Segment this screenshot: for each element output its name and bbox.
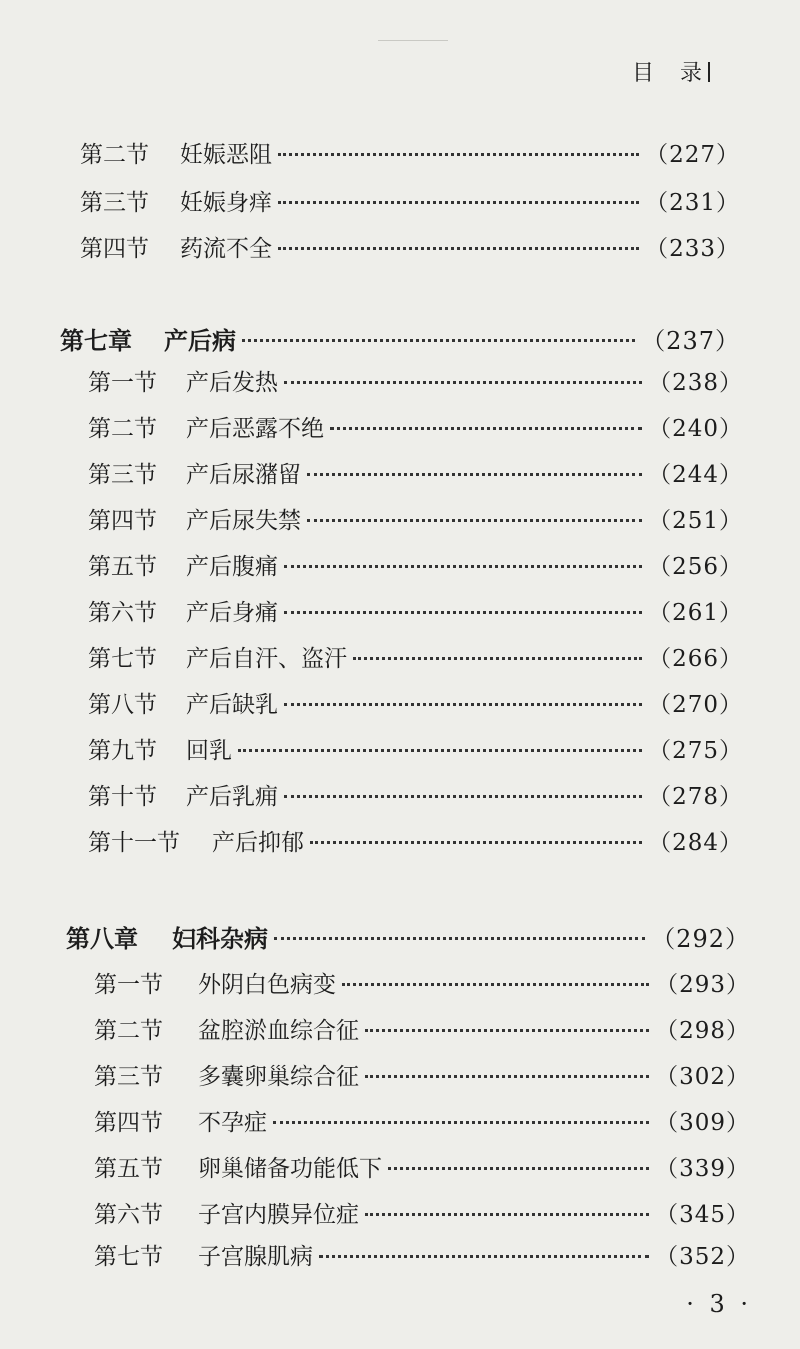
toc-entry[interactable] xyxy=(94,1146,750,1186)
toc-chapter[interactable] xyxy=(66,916,750,956)
chapter-title: 产后病 xyxy=(164,325,236,355)
leader-dots xyxy=(273,1121,649,1124)
toc-entry[interactable] xyxy=(94,1234,750,1274)
entry-number: 第二节 xyxy=(94,1017,163,1044)
toc-entry[interactable] xyxy=(88,682,743,722)
entry-number: 第七节 xyxy=(94,1243,163,1270)
entry-page: （231） xyxy=(645,189,740,216)
entry-page: （284） xyxy=(648,829,743,856)
leader-dots xyxy=(284,565,642,568)
entry-number: 第三节 xyxy=(80,189,149,216)
chapter-title: 妇科杂病 xyxy=(172,923,268,953)
entry-title: 不孕症 xyxy=(198,1109,267,1136)
toc-entry[interactable] xyxy=(88,360,743,400)
leader-dots xyxy=(307,473,642,476)
leader-dots xyxy=(388,1167,649,1170)
entry-number: 第六节 xyxy=(88,599,157,626)
entry-number: 第一节 xyxy=(94,971,163,998)
entry-number: 第十节 xyxy=(88,783,157,810)
entry-number: 第四节 xyxy=(80,235,149,262)
leader-dots xyxy=(238,749,642,752)
leader-dots xyxy=(365,1213,649,1216)
entry-title: 产后身痛 xyxy=(186,599,278,626)
entry-title: 产后抑郁 xyxy=(212,829,304,856)
leader-dots xyxy=(284,611,642,614)
toc-entry[interactable] xyxy=(94,1008,750,1048)
entry-page: （270） xyxy=(648,691,743,718)
entry-page: （352） xyxy=(655,1243,750,1270)
entry-number: 第二节 xyxy=(88,415,157,442)
top-rule xyxy=(378,40,448,41)
entry-page: （339） xyxy=(655,1155,750,1182)
entry-title: 妊娠身痒 xyxy=(180,189,272,216)
entry-page: （298） xyxy=(655,1017,750,1044)
entry-page: （251） xyxy=(648,507,743,534)
entry-title: 产后缺乳 xyxy=(186,691,278,718)
leader-dots xyxy=(310,841,642,844)
toc-entry[interactable] xyxy=(94,1192,750,1232)
leader-dots xyxy=(284,795,642,798)
entry-title: 产后腹痛 xyxy=(186,553,278,580)
chapter-number: 第八章 xyxy=(66,923,138,953)
entry-page: （293） xyxy=(655,971,750,998)
entry-page: （238） xyxy=(648,369,743,396)
entry-page: （302） xyxy=(655,1063,750,1090)
toc-entry[interactable] xyxy=(88,820,743,860)
entry-title: 妊娠恶阻 xyxy=(180,141,272,168)
entry-number: 第五节 xyxy=(88,553,157,580)
header-text: 目 录 xyxy=(631,61,704,86)
toc-entry[interactable] xyxy=(88,636,743,676)
leader-dots xyxy=(274,937,645,940)
toc-chapter[interactable] xyxy=(60,318,740,358)
entry-title: 子宫腺肌病 xyxy=(198,1243,313,1270)
entry-title: 子宫内膜异位症 xyxy=(198,1201,359,1228)
toc-entry[interactable] xyxy=(80,132,740,172)
running-header xyxy=(632,56,710,87)
leader-dots xyxy=(365,1029,649,1032)
toc-entry[interactable] xyxy=(88,498,743,538)
leader-dots xyxy=(278,247,639,250)
entry-number: 第三节 xyxy=(88,461,157,488)
leader-dots xyxy=(242,339,635,342)
entry-number: 第三节 xyxy=(94,1063,163,1090)
entry-number: 第十一节 xyxy=(88,829,180,856)
chapter-page: （237） xyxy=(641,326,740,355)
entry-title: 产后自汗、盗汗 xyxy=(186,645,347,672)
page-number: · 3 · xyxy=(686,1290,752,1318)
entry-title: 药流不全 xyxy=(180,235,272,262)
entry-title: 产后尿失禁 xyxy=(186,507,301,534)
entry-title: 盆腔淤血综合征 xyxy=(198,1017,359,1044)
entry-page: （266） xyxy=(648,645,743,672)
toc-entry[interactable] xyxy=(94,962,750,1002)
entry-number: 第五节 xyxy=(94,1155,163,1182)
entry-page: （233） xyxy=(645,235,740,262)
entry-number: 第六节 xyxy=(94,1201,163,1228)
entry-number: 第四节 xyxy=(88,507,157,534)
toc-entry[interactable] xyxy=(80,180,740,220)
toc-entry[interactable] xyxy=(88,406,743,446)
entry-page: （278） xyxy=(648,783,743,810)
entry-number: 第二节 xyxy=(80,141,149,168)
toc-entry[interactable] xyxy=(88,452,743,492)
entry-page: （240） xyxy=(648,415,743,442)
entry-title: 外阴白色病变 xyxy=(198,971,336,998)
entry-title: 多囊卵巢综合征 xyxy=(198,1063,359,1090)
entry-number: 第八节 xyxy=(88,691,157,718)
entry-page: （345） xyxy=(655,1201,750,1228)
toc-entry[interactable] xyxy=(88,728,743,768)
entry-title: 产后乳痈 xyxy=(186,783,278,810)
entry-number: 第九节 xyxy=(88,737,157,764)
toc-entry[interactable] xyxy=(94,1100,750,1140)
leader-dots xyxy=(278,153,639,156)
entry-page: （309） xyxy=(655,1109,750,1136)
leader-dots xyxy=(307,519,642,522)
header-bar xyxy=(708,62,710,82)
entry-title: 回乳 xyxy=(186,737,232,764)
entry-title: 产后发热 xyxy=(186,369,278,396)
leader-dots xyxy=(284,381,642,384)
chapter-number: 第七章 xyxy=(60,325,132,355)
entry-page: （261） xyxy=(648,599,743,626)
toc-entry[interactable] xyxy=(88,544,743,584)
entry-title: 卵巢储备功能低下 xyxy=(198,1155,382,1182)
toc-entry[interactable] xyxy=(80,226,740,266)
entry-number: 第一节 xyxy=(88,369,157,396)
leader-dots xyxy=(365,1075,649,1078)
leader-dots xyxy=(319,1255,649,1258)
entry-title: 产后尿潴留 xyxy=(186,461,301,488)
leader-dots xyxy=(284,703,642,706)
entry-page: （275） xyxy=(648,737,743,764)
toc-entry[interactable] xyxy=(88,590,743,630)
entry-page: （227） xyxy=(645,141,740,168)
entry-page: （256） xyxy=(648,553,743,580)
leader-dots xyxy=(342,983,649,986)
chapter-page: （292） xyxy=(651,924,750,953)
entry-number: 第四节 xyxy=(94,1109,163,1136)
toc-entry[interactable] xyxy=(94,1054,750,1094)
toc-entry[interactable] xyxy=(88,774,743,814)
entry-title: 产后恶露不绝 xyxy=(186,415,324,442)
entry-number: 第七节 xyxy=(88,645,157,672)
leader-dots xyxy=(330,427,642,430)
entry-page: （244） xyxy=(648,461,743,488)
leader-dots xyxy=(278,201,639,204)
leader-dots xyxy=(353,657,642,660)
